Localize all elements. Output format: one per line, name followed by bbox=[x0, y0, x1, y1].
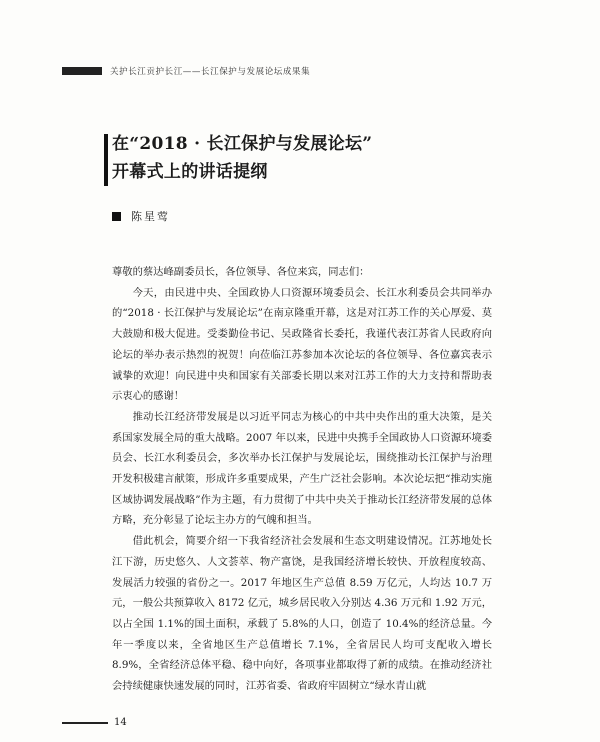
paragraph-2: 推动长江经济带发展是以习近平同志为核心的中共中央作出的重大决策，是关系国家发展全局的重大战略。2007 年以来，民进中央携手全国政协人口资源环境委员会、长江水利委员会，多次举办长江保护与发展论坛，围绕推动长江保护与治理开发积极建言献策，形成许多重要成果，产生广泛社会影响。本次论坛把“推动实施区域协调发展战略”作为主题，有力贯彻了中共中央关于推动长江经济带发展的总体方略，充分彰显了论坛主办方的气魄和担当。 bbox=[112, 410, 492, 527]
salutation: 尊敬的蔡达峰副委员长，各位领导、各位来宾，同志们： bbox=[112, 266, 370, 278]
article-body bbox=[112, 262, 492, 697]
author-name: 陈星莺 bbox=[131, 210, 170, 223]
running-header bbox=[62, 64, 562, 78]
title-line-2: 开幕式上的讲话提纲 bbox=[112, 162, 268, 182]
page-number: 14 bbox=[114, 717, 127, 728]
header-mark bbox=[62, 67, 102, 75]
author-mark bbox=[112, 212, 121, 221]
footer-rule bbox=[62, 722, 108, 724]
page-footer bbox=[62, 717, 127, 728]
title-bar bbox=[104, 134, 108, 186]
article-title bbox=[112, 130, 552, 186]
title-line-1: 在“2018 · 长江保护与发展论坛” bbox=[112, 134, 373, 154]
running-header-text: 关护长江贡护长江——长江保护与发展论坛成果集 bbox=[110, 67, 311, 77]
paragraph-1: 今天，由民进中央、全国政协人口资源环境委员会、长江水利委员会共同举办的“2018 · 长江保护与发展论坛”在南京隆重开幕，这是对江苏工作的关心厚爱、莫大鼓励和极大促进。受娄勤俭书记、吴政隆省长委托，我谨代表江苏省人民政府向论坛的举办表示热烈的祝贺！向莅临江苏参加本次论坛的各位领导、各位嘉宾表示诚挚的欢迎！向民进中央和国家有关部委长期以来对江苏工作的大力支持和帮助表示衷心的感谢！ bbox=[112, 286, 492, 403]
author-byline bbox=[112, 208, 170, 224]
paragraph-3: 借此机会，简要介绍一下我省经济社会发展和生态文明建设情况。江苏地处长江下游，历史悠久、人文荟萃、物产富饶，是我国经济增长较快、开放程度较高、发展活力较强的省份之一。2017 年地区生产总值 8.59 万亿元，人均达 10.7 万元，一般公共预算收入 8172 亿元，城乡居民收入分别达 4.36 万元和 1.92 万元，以占全国 1.1%的国土面积，承载了 5.8%的人口，创造了 10.4%的经济总量。今年一季度以来，全省地区生产总值增长 7.1%，全省居民人均可支配收入增长 8.9%，全省经济总体平稳、稳中向好，各项事业都取得了新的成绩。在推动经济社会持续健康快速发展的同时，江苏省委、省政府牢固树立“绿水青山就 bbox=[112, 535, 493, 693]
